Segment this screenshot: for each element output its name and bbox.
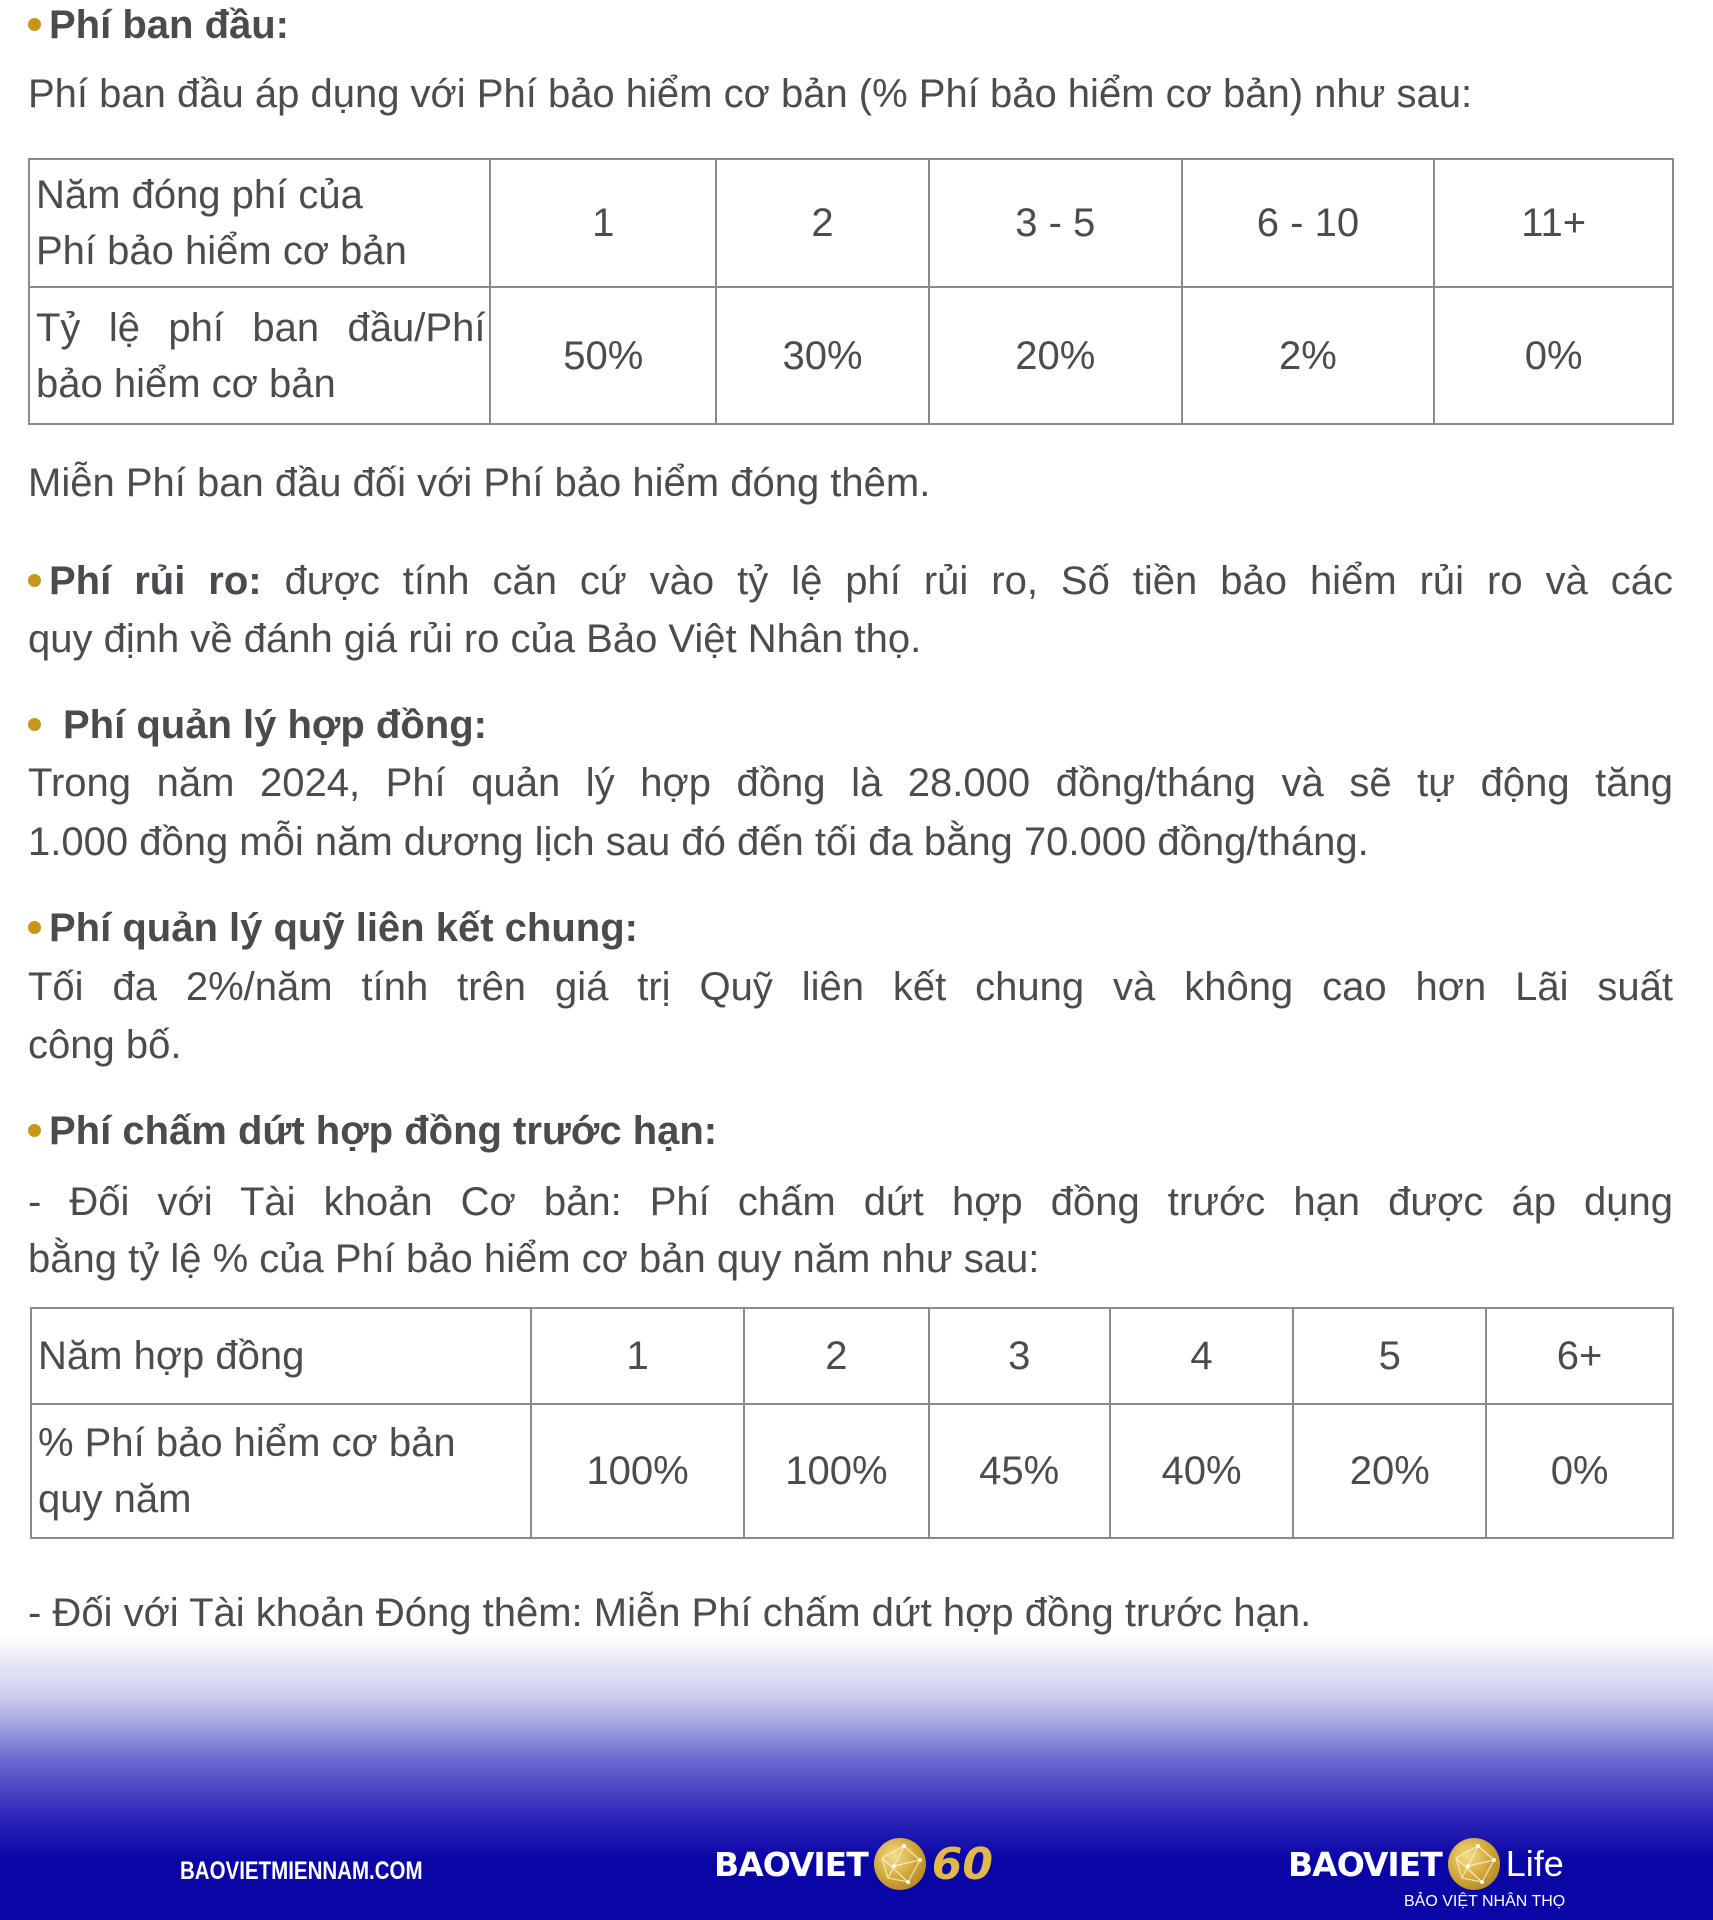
table-cell: 2% bbox=[1182, 287, 1435, 424]
table-cell: 4 bbox=[1110, 1308, 1294, 1404]
label-line: Năm đóng phí của bbox=[36, 173, 363, 217]
initial-fee-table bbox=[28, 158, 1674, 425]
table-cell: 0% bbox=[1434, 287, 1673, 424]
heading-text: Phí quản lý hợp đồng: bbox=[63, 703, 487, 747]
heading-surrender-fee bbox=[28, 1102, 717, 1160]
table-row bbox=[29, 159, 1673, 287]
contract-admin-fee-line2: 1.000 đồng mỗi năm dương lịch sau đó đến tối đa bằng 70.000 đồng/tháng. bbox=[28, 820, 1369, 864]
table-row bbox=[29, 287, 1673, 424]
bullet-icon bbox=[28, 921, 41, 934]
table-cell: 2 bbox=[744, 1308, 929, 1404]
table-row-label bbox=[31, 1404, 531, 1538]
label-line: quy năm bbox=[38, 1477, 192, 1521]
table-cell: 5 bbox=[1293, 1308, 1486, 1404]
surrender-basic-line1: - Đối với Tài khoản Cơ bản: Phí chấm dứt hợp đồng trước hạn được áp dụng bbox=[28, 1180, 1673, 1224]
bullet-icon bbox=[28, 574, 41, 587]
label-line: bảo hiểm cơ bản bbox=[36, 361, 336, 406]
heading-text: Phí chấm dứt hợp đồng trước hạn: bbox=[49, 1109, 718, 1153]
table-cell: 50% bbox=[490, 287, 716, 424]
heading-initial-fee bbox=[28, 0, 289, 54]
fund-admin-fee-line2: công bố. bbox=[28, 1023, 182, 1067]
table-header-label: Năm hợp đồng bbox=[31, 1308, 531, 1404]
heading-text: Phí quản lý quỹ liên kết chung: bbox=[49, 906, 638, 950]
heading-fund-admin-fee bbox=[28, 899, 638, 957]
logo-suffix: Life bbox=[1505, 1843, 1564, 1884]
table-cell: 1 bbox=[531, 1308, 744, 1404]
risk-fee-text: được tính căn cứ vào tỷ lệ phí rủi ro, Số tiền bảo hiểm rủi ro và các bbox=[284, 559, 1673, 603]
table-cell: 30% bbox=[716, 287, 929, 424]
heading-contract-admin-fee bbox=[28, 696, 487, 754]
table-cell: 45% bbox=[929, 1404, 1110, 1538]
baoviet-life-logo bbox=[1288, 1838, 1564, 1890]
baoviet-60-logo bbox=[714, 1838, 993, 1890]
bullet-icon bbox=[28, 718, 41, 731]
anniversary-badge: 60 bbox=[931, 1838, 993, 1890]
table-cell: 11+ bbox=[1434, 159, 1673, 287]
bullet-icon bbox=[28, 1124, 41, 1137]
table-cell: 1 bbox=[490, 159, 716, 287]
table-cell: 6+ bbox=[1486, 1308, 1673, 1404]
logo-wordmark: BAOVIET bbox=[714, 1844, 868, 1884]
label-line: Tỷ lệ phí ban đầu/Phí bbox=[36, 305, 486, 350]
table-row bbox=[31, 1404, 1673, 1538]
globe-icon bbox=[1448, 1838, 1500, 1890]
table-row-label bbox=[29, 287, 490, 424]
heading-text: Phí ban đầu: bbox=[49, 3, 289, 47]
logo-wordmark: BAOVIET bbox=[1288, 1844, 1442, 1884]
table-cell: 20% bbox=[1293, 1404, 1486, 1538]
initial-fee-note: Miễn Phí ban đầu đối với Phí bảo hiểm đóng thêm. bbox=[28, 461, 931, 505]
surrender-fee-table bbox=[30, 1307, 1674, 1539]
heading-risk-fee: Phí rủi ro: bbox=[49, 559, 262, 603]
table-cell: 0% bbox=[1486, 1404, 1673, 1538]
risk-fee-line2: quy định về đánh giá rủi ro của Bảo Việt Nhân thọ. bbox=[28, 617, 922, 661]
label-line: Phí bảo hiểm cơ bản bbox=[36, 229, 407, 273]
risk-fee-line1 bbox=[28, 552, 1673, 610]
fund-admin-fee-line1: Tối đa 2%/năm tính trên giá trị Quỹ liên kết chung và không cao hơn Lãi suất bbox=[28, 965, 1673, 1009]
table-cell: 20% bbox=[929, 287, 1182, 424]
table-cell: 100% bbox=[744, 1404, 929, 1538]
website-link[interactable]: BAOVIETMIENNAM.COM bbox=[180, 1857, 423, 1885]
table-cell: 3 - 5 bbox=[929, 159, 1182, 287]
logo-tagline: BẢO VIỆT NHÂN THỌ bbox=[1404, 1893, 1566, 1910]
table-cell: 100% bbox=[531, 1404, 744, 1538]
label-line: % Phí bảo hiểm cơ bản bbox=[38, 1421, 456, 1465]
table-cell: 2 bbox=[716, 159, 929, 287]
globe-icon bbox=[874, 1838, 926, 1890]
table-cell: 3 bbox=[929, 1308, 1110, 1404]
surrender-basic-line2: bằng tỷ lệ % của Phí bảo hiểm cơ bản quy năm như sau: bbox=[28, 1237, 1040, 1281]
initial-fee-intro: Phí ban đầu áp dụng với Phí bảo hiểm cơ bản (% Phí bảo hiểm cơ bản) như sau: bbox=[28, 72, 1473, 116]
bullet-icon bbox=[28, 18, 41, 31]
surrender-topup-line: - Đối với Tài khoản Đóng thêm: Miễn Phí chấm dứt hợp đồng trước hạn. bbox=[28, 1591, 1312, 1635]
table-cell: 40% bbox=[1110, 1404, 1294, 1538]
table-header-label bbox=[29, 159, 490, 287]
contract-admin-fee-line1: Trong năm 2024, Phí quản lý hợp đồng là 28.000 đồng/tháng và sẽ tự động tăng bbox=[28, 761, 1673, 805]
table-row bbox=[31, 1308, 1673, 1404]
table-cell: 6 - 10 bbox=[1182, 159, 1435, 287]
